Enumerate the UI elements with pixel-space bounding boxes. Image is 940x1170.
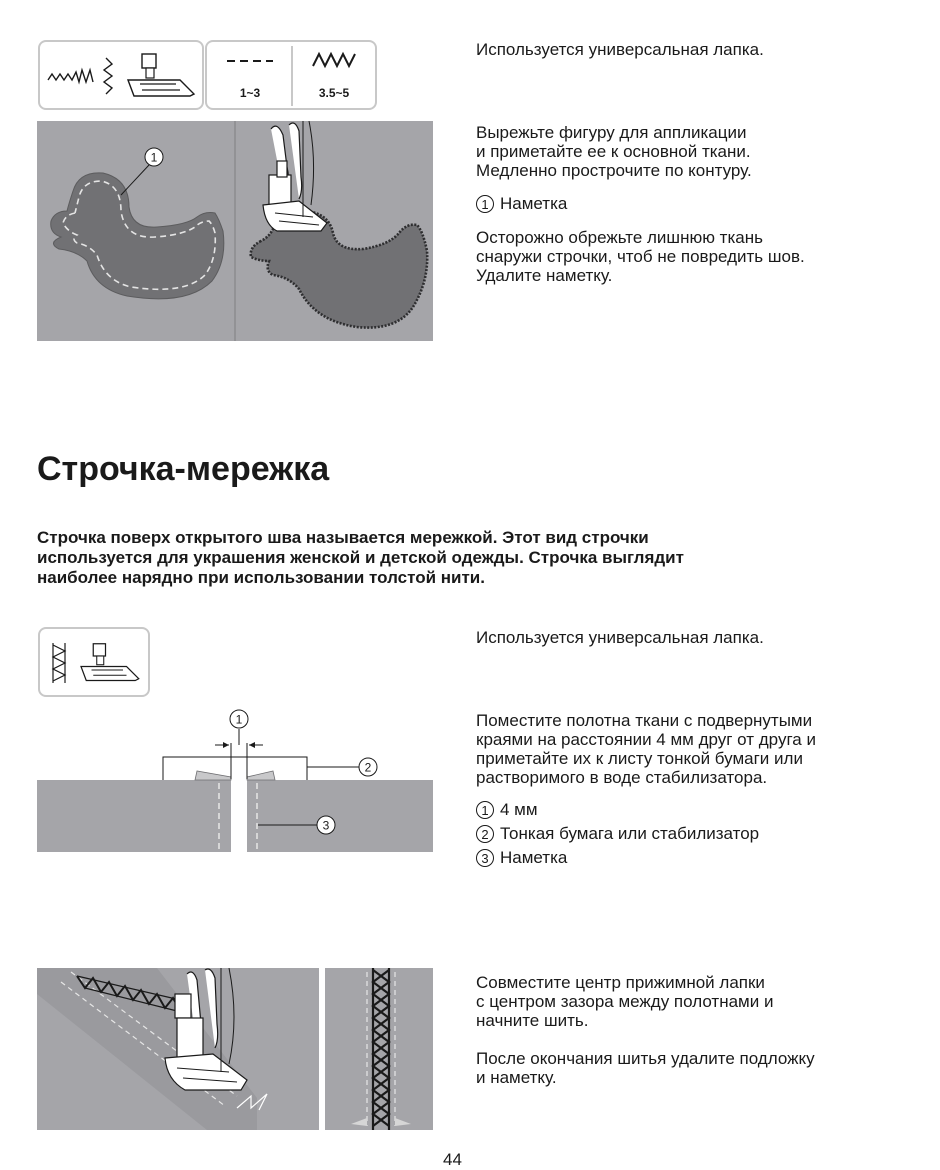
legend-label: Наметка xyxy=(500,194,568,213)
place-line: приметайте их к листу тонкой бумаги или xyxy=(476,749,803,768)
align-line: начните шить. xyxy=(476,1011,589,1030)
legend-label: Наметка xyxy=(500,848,568,867)
fagoting-stitch-icon xyxy=(50,641,68,685)
legend-item xyxy=(476,846,759,870)
section2-place-text xyxy=(476,711,816,787)
zigzag-stitch-icon xyxy=(46,56,116,96)
legend-number: 1 xyxy=(476,195,494,213)
align-line: Совместите центр прижимной лапки xyxy=(476,973,765,992)
legend-label: Тонкая бумага или стабилизатор xyxy=(500,824,760,843)
stitch-length-icon xyxy=(225,54,275,68)
finish-line: и наметку. xyxy=(476,1068,557,1087)
section2-align-text xyxy=(476,973,773,1030)
section1-steps xyxy=(476,123,752,180)
finish-line: После окончания шитья удалите подложку xyxy=(476,1049,815,1068)
settings-divider xyxy=(291,46,293,106)
stitch-settings-box xyxy=(205,40,377,110)
intro-line: используется для украшения женской и детской одежды. Строчка выглядит xyxy=(37,548,684,567)
section-title: Строчка-мережка xyxy=(37,450,330,488)
fagoting-sewing-illustration xyxy=(37,968,433,1130)
section1-step-line: Вырежьте фигуру для аппликации xyxy=(476,123,747,142)
section-intro xyxy=(37,528,684,588)
callout-1-label: 1 xyxy=(150,150,158,165)
fabric-piece-left xyxy=(37,780,231,852)
trim-line: Осторожно обрежьте лишнюю ткань xyxy=(476,228,763,247)
intro-line: наиболее нарядно при использовании толстой нити. xyxy=(37,568,485,587)
presser-foot-icon xyxy=(74,637,144,689)
section2-foot-text: Используется универсальная лапка. xyxy=(476,628,764,647)
legend-item xyxy=(476,822,759,846)
stitch-symbol-box xyxy=(38,40,204,110)
section2-finish-text xyxy=(476,1049,815,1087)
stitch-width-value: 3.5~5 xyxy=(318,86,350,100)
legend-number: 3 xyxy=(476,849,494,867)
place-line: растворимого в воде стабилизатора. xyxy=(476,768,768,787)
trim-line: Удалите наметку. xyxy=(476,266,613,285)
fabric-piece-right xyxy=(247,780,433,852)
place-line: Поместите полотна ткани с подвернутыми xyxy=(476,711,813,730)
align-line: с центром зазора между полотнами и xyxy=(476,992,774,1011)
fagoting-symbol-box xyxy=(38,627,150,697)
callout-3-label: 3 xyxy=(322,818,330,833)
presser-foot-icon xyxy=(120,50,200,102)
trim-line: снаружи строчки, чтоб не повредить шов. xyxy=(476,247,805,266)
page-number: 44 xyxy=(443,1150,462,1169)
legend-number: 2 xyxy=(476,825,494,843)
section2-legend xyxy=(476,798,759,870)
fabric-gap-diagram xyxy=(37,705,433,855)
section1-trim-text xyxy=(476,228,805,285)
callout-1-label: 1 xyxy=(235,712,243,727)
section1-step-line: Медленно прострочите по контуру. xyxy=(476,161,752,180)
stitch-width-icon xyxy=(311,50,361,70)
legend-number: 1 xyxy=(476,801,494,819)
place-line: краями на расстоянии 4 мм друг от друга и xyxy=(476,730,816,749)
legend-label: 4 мм xyxy=(500,800,538,819)
stitch-length-value: 1~3 xyxy=(239,86,261,100)
applique-illustration xyxy=(37,121,433,341)
legend-item xyxy=(476,798,759,822)
section1-step-line: и приметайте ее к основной ткани. xyxy=(476,142,751,161)
callout-2-label: 2 xyxy=(364,760,372,775)
section1-legend-item xyxy=(476,192,567,216)
section1-foot-text: Используется универсальная лапка. xyxy=(476,40,764,59)
intro-line: Строчка поверх открытого шва называется мережкой. Этот вид строчки xyxy=(37,528,649,547)
